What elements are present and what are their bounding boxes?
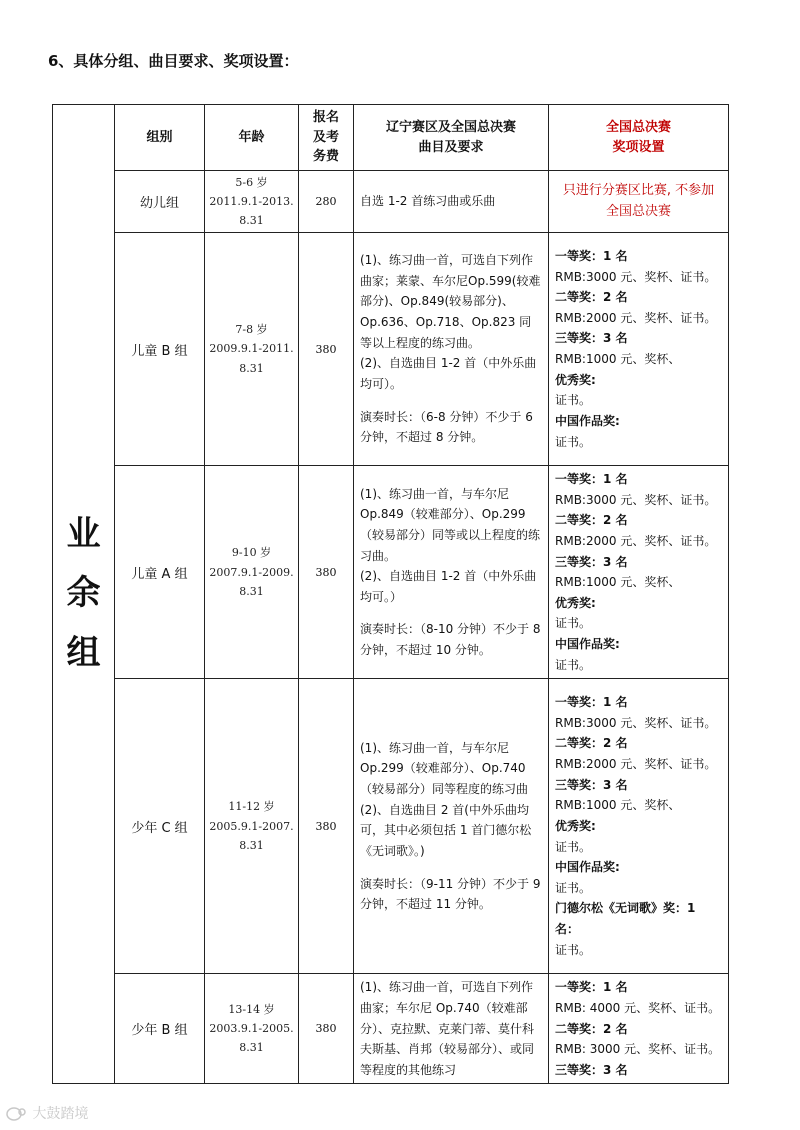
age-range: 7-8 岁 2009.9.1-2011. 8.31 [205, 233, 299, 466]
table-row-kinder [53, 171, 729, 233]
amateur-group-label: 业 余 组 [53, 105, 115, 1084]
competition-table [52, 104, 729, 1084]
award-list: 一等奖：1 名 RMB:3000 元、奖杯、证书。 二等奖：2 名 RMB:2000 元、奖杯、证书。 三等奖：3 名 RMB:1000 元、奖杯、 优秀奖: 证书。 中国作品奖: 证书。 [549, 233, 729, 466]
repertoire: (1)、练习曲一首，与车尔尼 Op.849（较难部分）、Op.299（较易部分）同等或以上程度的练习曲。 (2)、自选曲目 1-2 首（中外乐曲均可。） 演奏时长：（8-10 分钟）不少于 8 分钟，不超过 10 分钟。 [354, 466, 549, 679]
award-list: 一等奖：1 名 RMB:3000 元、奖杯、证书。 二等奖：2 名 RMB:2000 元、奖杯、证书。 三等奖：3 名 RMB:1000 元、奖杯、 优秀奖: 证书。 中国作品奖: 证书。 门德尔松《无词歌》奖：1 名： 证书。 [549, 679, 729, 974]
repertoire: (1)、练习曲一首，与车尔尼 Op.299（较难部分）、Op.740（较易部分）同等程度的练习曲 (2)、自选曲目 2 首(中外乐曲均可，其中必须包括 1 首门德尔松《无词歌》。) 演奏时长：（9-11 分钟）不少于 9 分钟，不超过 11 分钟。 [354, 679, 549, 974]
age-range: 5-6 岁 2011.9.1-2013. 8.31 [205, 171, 299, 233]
watermark-logo-icon [6, 1106, 28, 1122]
table-row-child-a [53, 466, 729, 679]
award-note: 只进行分赛区比赛, 不参加 全国总决赛 [549, 171, 729, 233]
section-heading: 6、具体分组、曲目要求、奖项设置： [48, 52, 299, 70]
fee: 380 [299, 466, 354, 679]
header-group: 组别 [115, 105, 205, 171]
age-range: 11-12 岁 2005.9.1-2007. 8.31 [205, 679, 299, 974]
fee: 380 [299, 974, 354, 1084]
award-list: 一等奖：1 名 RMB:3000 元、奖杯、证书。 二等奖：2 名 RMB:2000 元、奖杯、证书。 三等奖：3 名 RMB:1000 元、奖杯、 优秀奖: 证书。 中国作品奖: 证书。 [549, 466, 729, 679]
header-repertoire: 辽宁赛区及全国总决赛 曲目及要求 [354, 105, 549, 171]
group-name: 少年 B 组 [115, 974, 205, 1084]
header-row [53, 105, 729, 171]
fee: 380 [299, 233, 354, 466]
repertoire: (1)、练习曲一首，可选自下列作曲家；车尔尼 Op.740（较难部分）、克拉默、克莱门蒂、莫什科夫斯基、肖邦（较易部分）、或同等程度的其他练习 [354, 974, 549, 1084]
repertoire: 自选 1-2 首练习曲或乐曲 [354, 171, 549, 233]
header-age: 年龄 [205, 105, 299, 171]
age-range: 13-14 岁 2003.9.1-2005. 8.31 [205, 974, 299, 1084]
award-list: 一等奖：1 名 RMB: 4000 元、奖杯、证书。 二等奖：2 名 RMB: 3000 元、奖杯、证书。 三等奖：3 名 [549, 974, 729, 1084]
table-row-teen-c [53, 679, 729, 974]
watermark-text: 大鼓踏境 [32, 1106, 89, 1122]
group-name: 幼儿组 [115, 171, 205, 233]
table-row-child-b [53, 233, 729, 466]
fee: 380 [299, 679, 354, 974]
table-row-teen-b [53, 974, 729, 1084]
header-awards: 全国总决赛 奖项设置 [549, 105, 729, 171]
watermark [6, 1103, 88, 1123]
group-name: 少年 C 组 [115, 679, 205, 974]
repertoire: (1)、练习曲一首，可选自下列作曲家；莱蒙、车尔尼Op.599(较难部分)、Op.849(较易部分)、Op.636、Op.718、Op.823 同等以上程度的练习曲。 (2)、自选曲目 1-2 首（中外乐曲均可）。 演奏时长：（6-8 分钟）不少于 6 分钟，不超过 8 分钟。 [354, 233, 549, 466]
group-name: 儿童 B 组 [115, 233, 205, 466]
age-range: 9-10 岁 2007.9.1-2009. 8.31 [205, 466, 299, 679]
header-fee: 报名 及考 务费 [299, 105, 354, 171]
group-name: 儿童 A 组 [115, 466, 205, 679]
fee: 280 [299, 171, 354, 233]
